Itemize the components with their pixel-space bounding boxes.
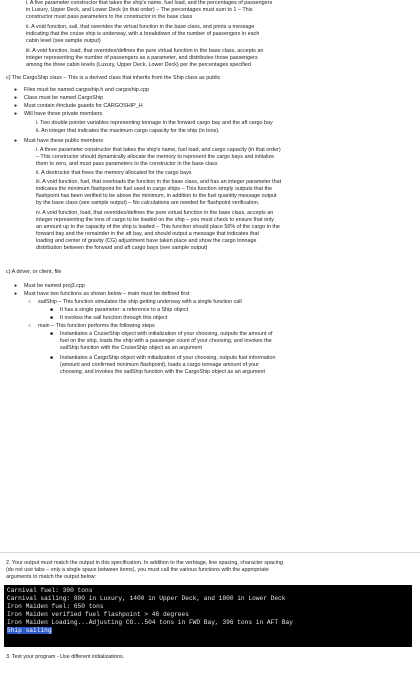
square-bullet-icon: ■ (50, 315, 54, 321)
b-item-line: constructor must pass parameters to the constructor in the base class (26, 14, 193, 20)
bullet-icon: ● (14, 87, 18, 93)
main-item-line: (amount and confirmed minimum flashpoint), loads a cargo tonnage amount of your (60, 362, 259, 368)
main-item-line: sailShip function with the CruiseShip object as an argument (60, 345, 203, 351)
console-highlight: Ship sailing (7, 627, 52, 635)
b-item-line: i. A five parameter constructor that takes the ship's name, fuel load, and the percentages of passengers (26, 0, 273, 6)
instruction-2-line: (do not use tabs – only a single space between items), you must call the various functions with the appropriate (6, 567, 269, 573)
square-bullet-icon: ■ (50, 307, 54, 313)
private-member: ii. An integer that indicates the maximum cargo capacity for the ship (in tons). (36, 128, 220, 134)
public-member-line: i. A three parameter constructor that takes the ship's name, fuel load, and cargo capacity (in that order) (36, 147, 281, 153)
bullet-text: Class must be named CargoShip (24, 95, 104, 101)
bullet-icon: ● (14, 111, 18, 117)
b-item-line: among the three cabin levels (Luxury, Upper Deck, Lower Deck) per the percentages specified (26, 62, 251, 68)
public-members-label: Must have these public members (24, 138, 104, 144)
bullet-text: Must have two functions as shown below – main must be defined first (24, 291, 190, 297)
public-member-line: an amount up to the capacity of the ship is loaded – This function should place 56% of the cargo in the (36, 224, 280, 230)
public-member-line: loading and center of gravity (CG) adjustment have taken place and show the cargo tonnage (36, 238, 257, 244)
main-item-line: Instantiates a CruiseShip object with initialization of your choosing, outputs the amount of (60, 331, 273, 337)
main-label: main – This function performs the following steps (38, 323, 155, 329)
public-member-line: ii. A destructor that frees the memory allocated for the cargo bays (36, 170, 192, 176)
public-member-line: by the base class (see sample output) – No calculations are needed for flashpoint verification. (36, 200, 260, 206)
bullet-text: Will have these private members (24, 111, 103, 117)
bullet-icon: ● (14, 95, 18, 101)
instruction-2-line: 2. Your output must match the output in this specification. In addition to the verbiage, line spacing, character spacing (6, 560, 283, 566)
section-c-heading: c) The CargoShip class – This is a derived class that inherits from the Ship class as public (6, 75, 221, 81)
public-member-line: integer representing the tons of cargo to be loaded on the ship – you must check to ensure that only (36, 217, 274, 223)
console-line: Iron Maiden Loading...Adjusting CG...504 tons in FWD Bay, 396 tons in AFT Bay (7, 619, 293, 627)
main-item-line: fuel on the ship, loads the ship with a passenger count of your choosing, and invokes the (60, 338, 272, 344)
instruction-3: 3. Test your program - Use different initializations. (6, 654, 125, 660)
public-member-line: iv. A void function, load, that overrides/defines the pure virtual function in the base class, accepts an (36, 210, 274, 216)
section-d-heading: c) A driver, or client, file (6, 269, 62, 275)
console-line: Carnival fuel: 300 tons (7, 587, 93, 594)
square-bullet-icon: ■ (50, 331, 54, 337)
console-line: Iron Maiden verified fuel flashpoint > 46 degrees (7, 611, 189, 619)
bullet-icon: ● (14, 138, 18, 144)
sailship-item: It invokes the sail function through this object (60, 315, 168, 321)
public-member-line: indicates the minimum flashpoint for fuel used in cargo ships – This function simply outputs that the (36, 186, 273, 192)
public-member-line: flashpoint has been verified to be above the minimum, in addition to the fuel quantity message output (36, 193, 277, 199)
main-item-line: Instantiates a CargoShip object with initialization of your choosing, outputs fuel information (60, 355, 276, 361)
public-member-line: forward bay and the remainder in the aft bay, and should output a message that indicates that (36, 231, 259, 237)
bullet-icon: ● (14, 103, 18, 109)
console-line: Iron Maiden fuel: 650 tons (7, 603, 104, 611)
square-bullet-icon: ■ (50, 355, 54, 361)
bullet-icon: ● (14, 283, 18, 289)
public-member-line: distribution between the forward and aft cargo bays (see sample output) (36, 245, 208, 251)
bullet-text: Must be named proj3.cpp (24, 283, 85, 289)
circle-bullet-icon: ○ (28, 323, 32, 329)
b-item-line: ii. A void function, sail, that overrides the virtual function in the base class, and prints a message (26, 24, 255, 30)
console-line: Carnival sailing: 800 in Luxury, 1400 in Upper Deck, and 1800 in Lower Deck (7, 595, 286, 603)
bullet-text: Files must be named cargoship.h and cargoship.cpp (24, 87, 149, 93)
private-member: i. Two double pointer variables representing tonnage in the forward cargo bay and the aft cargo bay (36, 120, 273, 126)
public-member-line: iii. A void function, fuel, that overloads the function in the base class, and has an integer parameter that (36, 179, 282, 185)
public-member-line: them to zero, and must pass parameters to the constructor in the base class (36, 161, 218, 167)
instruction-2-line: arguments to match the output below: (6, 574, 97, 580)
b-item-line: iii. A void function, load, that overrides/defines the pure virtual function in the base class, accepts an (26, 48, 264, 54)
console-line (7, 627, 409, 635)
b-item-line: in Luxury, Upper Deck, and Lower Deck (in that order) – The percentages must sum to 1 – This (26, 7, 253, 13)
bullet-text: Must contain #include guards for CARGOSHIP_H (24, 103, 143, 109)
sample-output-console (4, 585, 412, 647)
b-item-line: integer representing the number of passengers as a parameter, and distributes those passengers (26, 55, 258, 61)
main-item-line: choosing, and invokes the sailShip function with the CargoShip object as an argument (60, 369, 265, 375)
sailship-label: sailShip – This function simulates the ship getting underway with a single function call (38, 299, 242, 305)
circle-bullet-icon: ○ (28, 299, 32, 305)
b-item-line: cabin level (see sample output) (26, 38, 101, 44)
public-member-line: – This constructor should dynamically allocate the memory to represent the cargo bays and initialize (36, 154, 275, 160)
sailship-item: It has a single parameter: a reference to a Ship object (60, 307, 189, 313)
page-divider (0, 552, 420, 553)
b-item-line: indicating that the cruise ship is underway, with a breakdown of the number of passengers in each (26, 31, 260, 37)
bullet-icon: ● (14, 291, 18, 297)
